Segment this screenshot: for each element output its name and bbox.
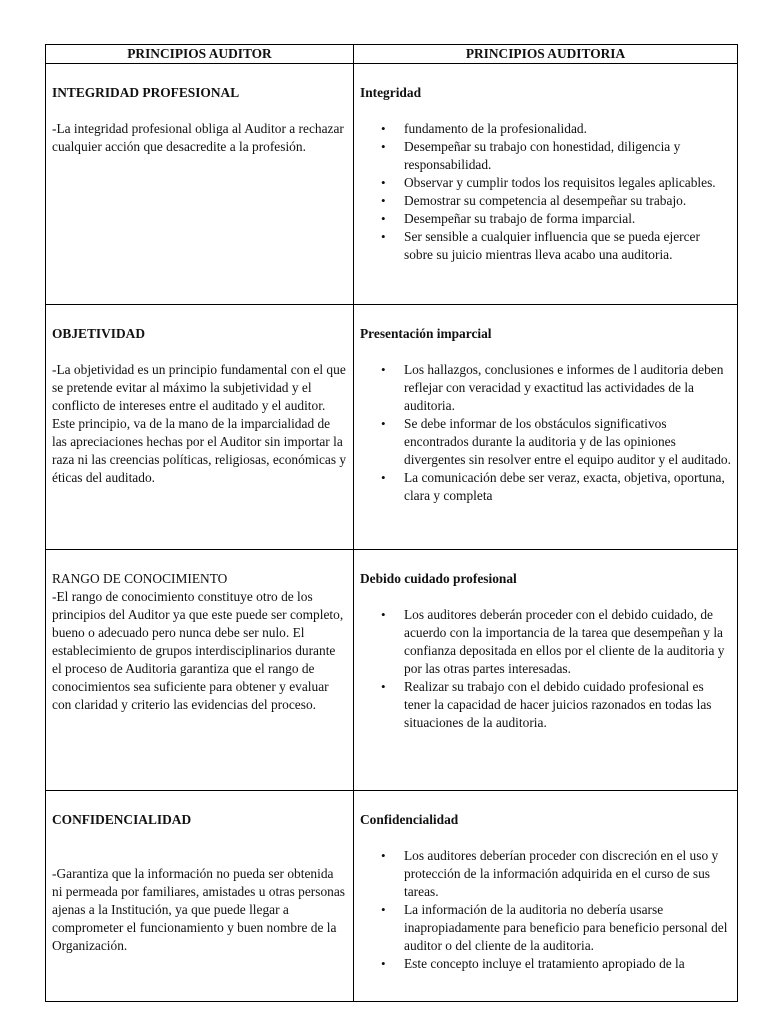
principle-description: -La integridad profesional obliga al Auditor a rechazar cualquier acción que desacredite a la profesión. bbox=[52, 121, 344, 154]
left-cell bbox=[46, 791, 354, 1002]
left-cell bbox=[46, 305, 354, 550]
bullet-icon: • bbox=[381, 607, 386, 622]
bullet-list bbox=[360, 361, 731, 505]
right-cell bbox=[354, 305, 738, 550]
bullet-icon: • bbox=[381, 470, 386, 485]
bullet-icon: • bbox=[381, 193, 386, 208]
list-item: • La información de la auditoria no debería usarse inapropiadamente para beneficio para beneficio personal del auditor o del cliente de la auditoria. bbox=[381, 902, 728, 953]
list-item: • La comunicación debe ser veraz, exacta, objetiva, oportuna, clara y completa bbox=[381, 470, 725, 503]
right-cell bbox=[354, 550, 738, 791]
table-header-row bbox=[46, 45, 738, 64]
bullet-icon: • bbox=[381, 848, 386, 863]
left-cell bbox=[46, 64, 354, 305]
bullet-icon: • bbox=[381, 362, 386, 377]
principle-title: Debido cuidado profesional bbox=[360, 571, 517, 586]
right-cell bbox=[354, 791, 738, 1002]
table-row bbox=[46, 550, 738, 791]
list-item: • Desempeñar su trabajo de forma imparcial. bbox=[381, 211, 636, 226]
principle-title: INTEGRIDAD PROFESIONAL bbox=[52, 85, 240, 100]
principle-title: OBJETIVIDAD bbox=[52, 326, 146, 341]
principle-title: Confidencialidad bbox=[360, 812, 459, 827]
table-row bbox=[46, 791, 738, 1002]
header-principios-auditor: PRINCIPIOS AUDITOR bbox=[46, 45, 354, 64]
principle-description: -Garantiza que la información no pueda ser obtenida ni permeada por familiares, amistades u otras personas ajenas a la Institución, ya que puede llegar a comprometer el funcionamiento y buen nombre de la Organización. bbox=[52, 866, 346, 953]
list-item: • Realizar su trabajo con el debido cuidado profesional es tener la capacidad de hacer juicios razonados en todas las situaciones de la auditoria. bbox=[381, 679, 712, 730]
principle-title: Presentación imparcial bbox=[360, 326, 492, 341]
principle-title: RANGO DE CONOCIMIENTO bbox=[52, 571, 228, 586]
list-item: • Los auditores deberán proceder con el debido cuidado, de acuerdo con la importancia de la tarea que desempeñan y la confianza depositada en ellos por el cliente de la auditoria y por las otras partes interesadas. bbox=[381, 607, 725, 676]
bullet-icon: • bbox=[381, 416, 386, 431]
bullet-icon: • bbox=[381, 902, 386, 917]
bullet-icon: • bbox=[381, 229, 386, 244]
bullet-list bbox=[360, 847, 731, 973]
list-item: • Observar y cumplir todos los requisitos legales aplicables. bbox=[381, 175, 716, 190]
bullet-icon: • bbox=[381, 679, 386, 694]
list-item: • Ser sensible a cualquier influencia que se pueda ejercer sobre su juicio mientras lleva acabo una auditoria. bbox=[381, 229, 700, 262]
list-item: • Demostrar su competencia al desempeñar su trabajo. bbox=[381, 193, 687, 208]
right-cell bbox=[354, 64, 738, 305]
principles-table bbox=[45, 44, 738, 1002]
principle-title: Integridad bbox=[360, 85, 422, 100]
bullet-icon: • bbox=[381, 175, 386, 190]
bullet-icon: • bbox=[381, 139, 386, 154]
table-row bbox=[46, 305, 738, 550]
list-item: • Desempeñar su trabajo con honestidad, diligencia y responsabilidad. bbox=[381, 139, 681, 172]
left-cell bbox=[46, 550, 354, 791]
bullet-icon: • bbox=[381, 121, 386, 136]
list-item: • fundamento de la profesionalidad. bbox=[381, 121, 587, 136]
list-item: • Los hallazgos, conclusiones e informes de l auditoria deben reflejar con veracidad y exactitud las actividades de la auditoria. bbox=[381, 362, 724, 413]
table-row bbox=[46, 64, 738, 305]
header-principios-auditoria: PRINCIPIOS AUDITORIA bbox=[354, 45, 738, 64]
principle-description: -La objetividad es un principio fundamental con el que se pretende evitar al máximo la subjetividad y el conflicto de intereses entre el auditado y el auditor. Este principio, va de la mano de la imparcialidad de las apreciaciones hechas por el Auditor sin importar la raza ni las creencias políticas, religiosas, económicas y éticas del auditado. bbox=[52, 362, 347, 485]
bullet-icon: • bbox=[381, 956, 386, 971]
bullet-list bbox=[360, 120, 731, 264]
bullet-icon: • bbox=[381, 211, 386, 226]
list-item: • Este concepto incluye el tratamiento apropiado de la bbox=[381, 956, 685, 971]
principle-title: CONFIDENCIALIDAD bbox=[52, 812, 192, 827]
bullet-list bbox=[360, 606, 731, 732]
list-item: • Se debe informar de los obstáculos significativos encontrados durante la auditoria y de las opiniones divergentes sin resolver entre el equipo auditor y el auditado. bbox=[381, 416, 731, 467]
list-item: • Los auditores deberían proceder con discreción en el uso y protección de la información adquirida en el curso de sus tareas. bbox=[381, 848, 719, 899]
principle-description: -El rango de conocimiento constituye otro de los principios del Auditor ya que este puede ser completo, bueno o adecuado pero nunca debe ser nulo. El establecimiento de grupos interdisciplinarios durante el proceso de Auditoria garantiza que el rango de conocimientos sea suficiente para obtener y evaluar con claridad y criterio las evidencias del proceso. bbox=[52, 589, 344, 712]
